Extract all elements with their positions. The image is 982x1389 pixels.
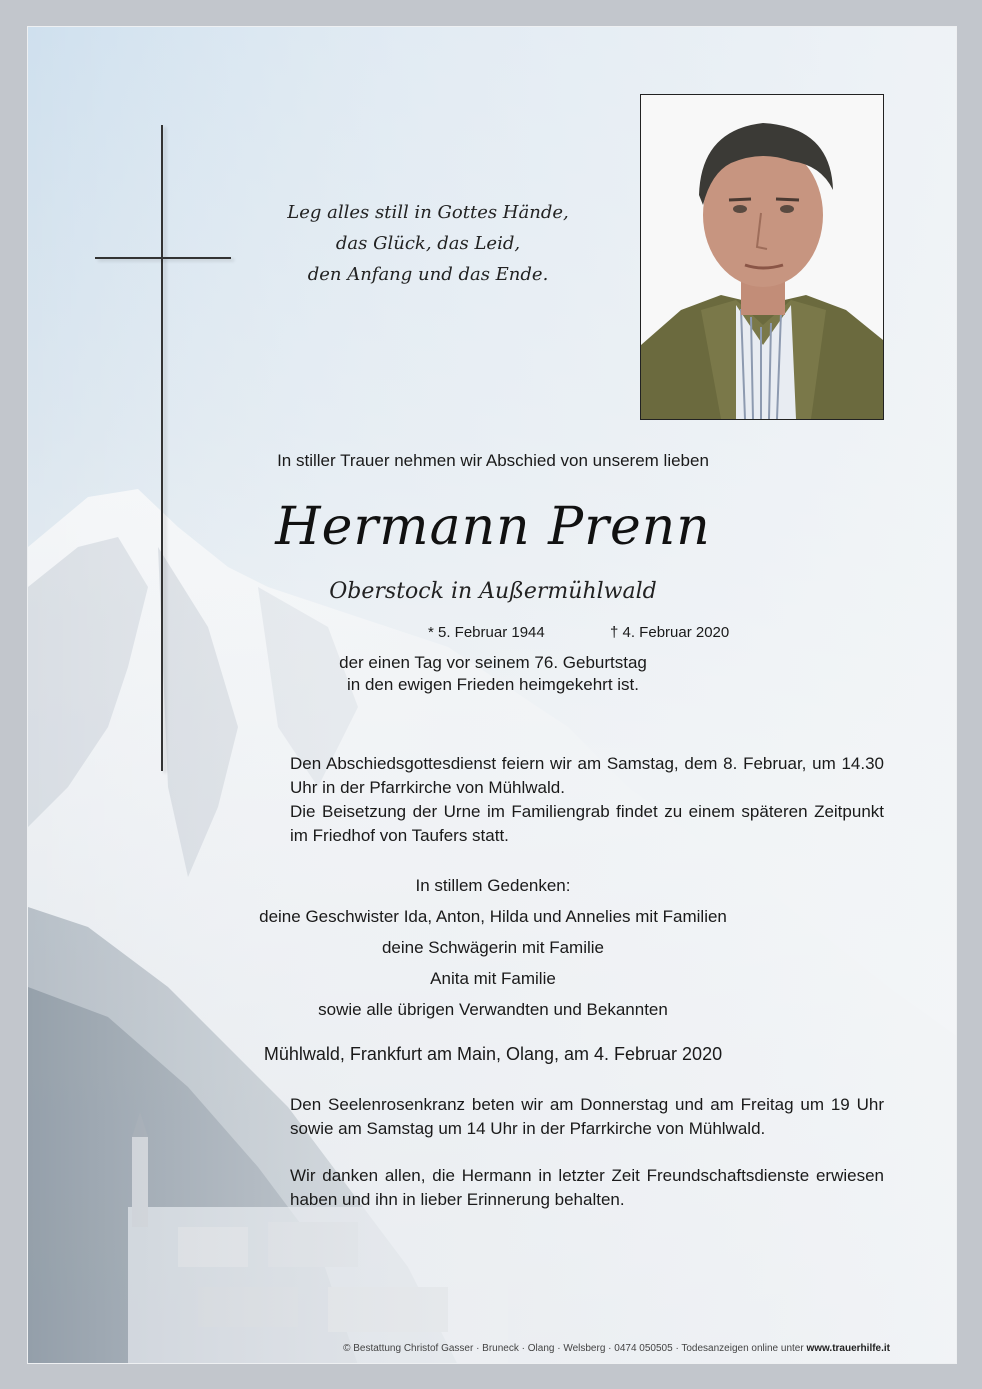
- mourner-line: deine Geschwister Ida, Anton, Hilda und Annelies mit Familien: [259, 907, 727, 926]
- deceased-portrait-photo: [640, 94, 884, 420]
- birth-date: * 5. Februar 1944: [428, 624, 545, 641]
- death-date: † 4. Februar 2020: [610, 624, 730, 641]
- verse-line: den Anfang und das Ende.: [307, 264, 549, 285]
- mourners-list: [28, 870, 957, 1025]
- cross-horizontal-bar: [95, 257, 231, 259]
- place-and-date: Mühlwald, Frankfurt am Main, Olang, am 4. Februar 2020: [263, 1044, 723, 1064]
- passing-note: [28, 652, 957, 696]
- mourner-line: Anita mit Familie: [430, 969, 556, 988]
- deceased-residence: Oberstock in Außermühlwald: [329, 579, 657, 604]
- rosary-announcement: Den Seelenrosenkranz beten wir am Donnerstag und am Freitag um 19 Uhr sowie am Samstag um 14 Uhr in der Pfarrkirche von Mühlwald.: [290, 1095, 884, 1138]
- verse-line: Leg alles still in Gottes Hände,: [287, 202, 569, 223]
- burial-text: Die Beisetzung der Urne im Familiengrab findet zu einem späteren Zeitpunkt im Friedhof von Taufers statt.: [290, 802, 884, 845]
- intro-text: In stiller Trauer nehmen wir Abschied von unserem lieben: [277, 451, 709, 470]
- thanks-text: Wir danken allen, die Hermann in letzter Zeit Freundschaftsdienste erwiesen haben und ihn in lieber Erinnerung behalten.: [290, 1166, 884, 1209]
- mourner-line: sowie alle übrigen Verwandten und Bekannten: [318, 1000, 668, 1019]
- verse-line: das Glück, das Leid,: [335, 233, 521, 254]
- service-announcement: [290, 752, 884, 848]
- obituary-frame: [27, 26, 957, 1364]
- mourner-line: deine Schwägerin mit Familie: [381, 938, 605, 957]
- portrait-illustration: [641, 95, 883, 419]
- mourners-heading: In stillem Gedenken:: [415, 876, 571, 895]
- footer-website-link[interactable]: www.trauerhilfe.it: [806, 1343, 890, 1354]
- passing-note-line: der einen Tag vor seinem 76. Geburtstag: [339, 653, 647, 672]
- funeral-mass-text: Den Abschiedsgottesdienst feiern wir am Samstag, dem 8. Februar, um 14.30 Uhr in der Pfarrkirche von Mühlwald.: [290, 754, 884, 797]
- deceased-name: Hermann Prenn: [275, 497, 711, 557]
- footer-credits: [290, 1343, 890, 1354]
- footer-text: © Bestattung Christof Gasser · Bruneck · Olang · Welsberg · 0474 050505 · Todesanzeigen online unter: [343, 1343, 804, 1354]
- passing-note-line: in den ewigen Frieden heimgekehrt ist.: [347, 675, 639, 694]
- memorial-verse: [278, 197, 578, 290]
